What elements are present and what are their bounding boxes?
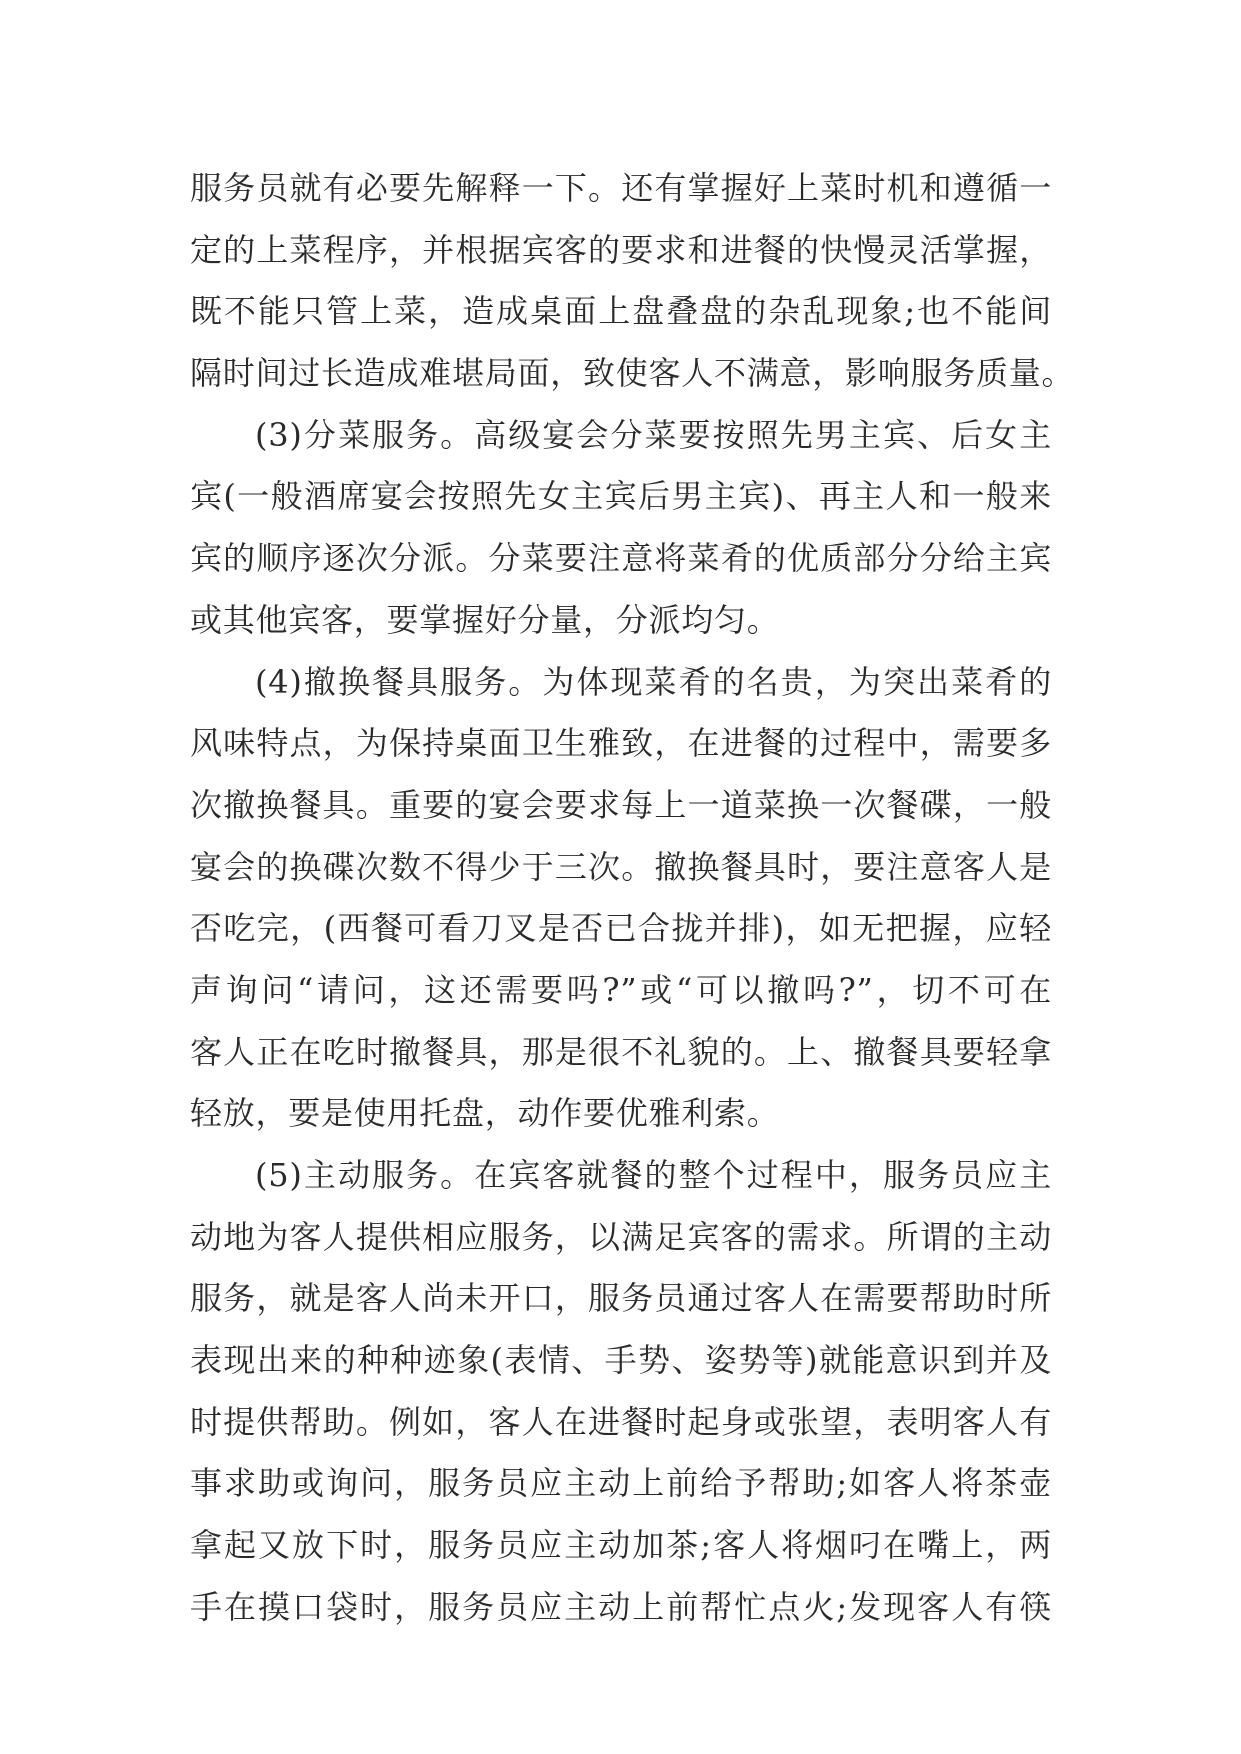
paragraph-line: 次撤换餐具。重要的宴会要求每上一道菜换一次餐碟，一般: [190, 785, 1052, 824]
body-text: [190, 158, 1075, 1639]
paragraph-line: 定的上菜程序，并根据宾客的要求和进餐的快慢灵活掌握，: [190, 230, 1052, 269]
paragraph-line: (3)分菜服务。高级宴会分菜要按照先男主宾、后女主: [255, 415, 1052, 454]
paragraph-line: 事求助或询问，服务员应主动上前给予帮助;如客人将茶壶: [190, 1464, 1052, 1503]
paragraph-line: 客人正在吃时撤餐具，那是很不礼貌的。上、撤餐具要轻拿: [190, 1032, 1052, 1071]
paragraph-line: 动地为客人提供相应服务，以满足宾客的需求。所谓的主动: [190, 1217, 1052, 1256]
paragraph-line: 拿起又放下时，服务员应主动加茶;客人将烟叼在嘴上，两: [190, 1526, 1052, 1565]
paragraph-line: 宾的顺序逐次分派。分菜要注意将菜肴的优质部分分给主宾: [190, 539, 1052, 578]
paragraph-line: 既不能只管上菜，造成桌面上盘叠盘的杂乱现象;也不能间: [190, 292, 1052, 331]
paragraph-line: 宾(一般酒席宴会按照先女主宾后男主宾)、再主人和一般来: [190, 477, 1052, 516]
paragraph-line: 宴会的换碟次数不得少于三次。撤换餐具时，要注意客人是: [190, 847, 1052, 886]
paragraph-line: 或其他宾客，要掌握好分量，分派均匀。: [190, 600, 780, 639]
paragraph-line: 服务员就有必要先解释一下。还有掌握好上菜时机和遵循一: [190, 169, 1052, 207]
paragraph-line: 轻放，要是使用托盘，动作要优雅利索。: [190, 1094, 780, 1133]
paragraph-line: 否吃完，(西餐可看刀叉是否已合拢并排)，如无把握，应轻: [190, 909, 1052, 948]
paragraph-line: (4)撤换餐具服务。为体现菜肴的名贵，为突出菜肴的: [255, 662, 1052, 701]
paragraph-line: 时提供帮助。例如，客人在进餐时起身或张望，表明客人有: [190, 1402, 1052, 1441]
paragraph-line: 表现出来的种种迹象(表情、手势、姿势等)就能意识到并及: [190, 1341, 1052, 1380]
paragraph-line: 声询问“请问，这还需要吗?”或“可以撤吗?”，切不可在: [190, 970, 1052, 1009]
paragraph-line: (5)主动服务。在宾客就餐的整个过程中，服务员应主: [255, 1156, 1052, 1194]
paragraph-line: 风味特点，为保持桌面卫生雅致，在进餐的过程中，需要多: [190, 724, 1052, 763]
paragraph-line: 服务，就是客人尚未开口，服务员通过客人在需要帮助时所: [190, 1279, 1052, 1318]
paragraph-line: 手在摸口袋时，服务员应主动上前帮忙点火;发现客人有筷: [190, 1587, 1052, 1626]
paragraph-line: 隔时间过长造成难堪局面，致使客人不满意，影响服务质量。: [190, 354, 1075, 393]
